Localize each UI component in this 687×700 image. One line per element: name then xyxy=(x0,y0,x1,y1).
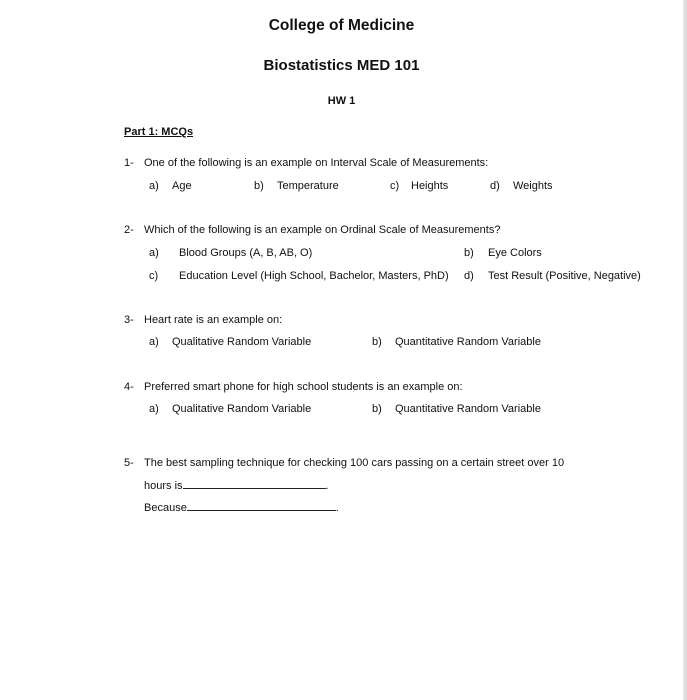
q3-number: 3- xyxy=(124,314,134,326)
q4-option-a-letter: a) xyxy=(149,403,159,415)
q3-option-a-text: Qualitative Random Variable xyxy=(172,336,312,348)
college-title: College of Medicine xyxy=(268,17,415,34)
q5-text: The best sampling technique for checking 100 cars passing on a certain street over 10 xyxy=(144,457,565,469)
q5-number: 5- xyxy=(124,457,134,469)
page-edge-shadow xyxy=(683,0,687,700)
q4-text: Preferred smart phone for high school students is an example on: xyxy=(144,381,463,393)
q5-line2-suffix: . xyxy=(325,480,329,492)
q2-option-a-text: Blood Groups (A, B, AB, O) xyxy=(179,247,313,259)
q2-option-d-letter: d) xyxy=(464,270,474,282)
part1-heading: Part 1: MCQs xyxy=(124,126,194,138)
q5-line2-prefix: hours is xyxy=(144,480,183,492)
q1-option-c-text: Heights xyxy=(411,180,449,192)
q3-text: Heart rate is an example on: xyxy=(144,314,283,326)
q2-option-d-text: Test Result (Positive, Negative) xyxy=(488,270,641,282)
q1-number: 1- xyxy=(124,157,134,169)
q1-option-a-text: Age xyxy=(172,180,192,192)
q2-option-a-letter: a) xyxy=(149,247,159,259)
q4-number: 4- xyxy=(124,381,134,393)
q3-option-b-text: Quantitative Random Variable xyxy=(395,336,541,348)
q5-line3-suffix: . xyxy=(335,502,339,514)
q5-line2 xyxy=(144,479,329,492)
q5-line3 xyxy=(144,501,339,514)
q2-option-b-letter: b) xyxy=(464,247,474,259)
q2-option-c-letter: c) xyxy=(149,270,159,282)
q3-option-b-letter: b) xyxy=(372,336,382,348)
homework-title: HW 1 xyxy=(327,95,356,107)
q4-option-b-letter: b) xyxy=(372,403,382,415)
q1-option-b-text: Temperature xyxy=(277,180,339,192)
q4-option-a-text: Qualitative Random Variable xyxy=(172,403,312,415)
q2-number: 2- xyxy=(124,224,134,236)
q1-text: One of the following is an example on Interval Scale of Measurements: xyxy=(144,157,489,169)
q4-option-b-text: Quantitative Random Variable xyxy=(395,403,541,415)
q2-option-b-text: Eye Colors xyxy=(488,247,542,259)
q2-option-c-text: Education Level (High School, Bachelor, Masters, PhD) xyxy=(179,270,449,282)
q3-option-a-letter: a) xyxy=(149,336,159,348)
q1-option-b-letter: b) xyxy=(254,180,264,192)
q5-line3-prefix: Because xyxy=(144,502,187,514)
q1-option-d-letter: d) xyxy=(490,180,500,192)
q1-option-c-letter: c) xyxy=(390,180,400,192)
q5-answer-blank[interactable] xyxy=(183,479,326,489)
q1-option-d-text: Weights xyxy=(513,180,553,192)
q5-reason-blank[interactable] xyxy=(187,501,336,511)
q2-text: Which of the following is an example on Ordinal Scale of Measurements? xyxy=(144,224,501,236)
course-title: Biostatistics MED 101 xyxy=(263,57,420,74)
q1-option-a-letter: a) xyxy=(149,180,159,192)
